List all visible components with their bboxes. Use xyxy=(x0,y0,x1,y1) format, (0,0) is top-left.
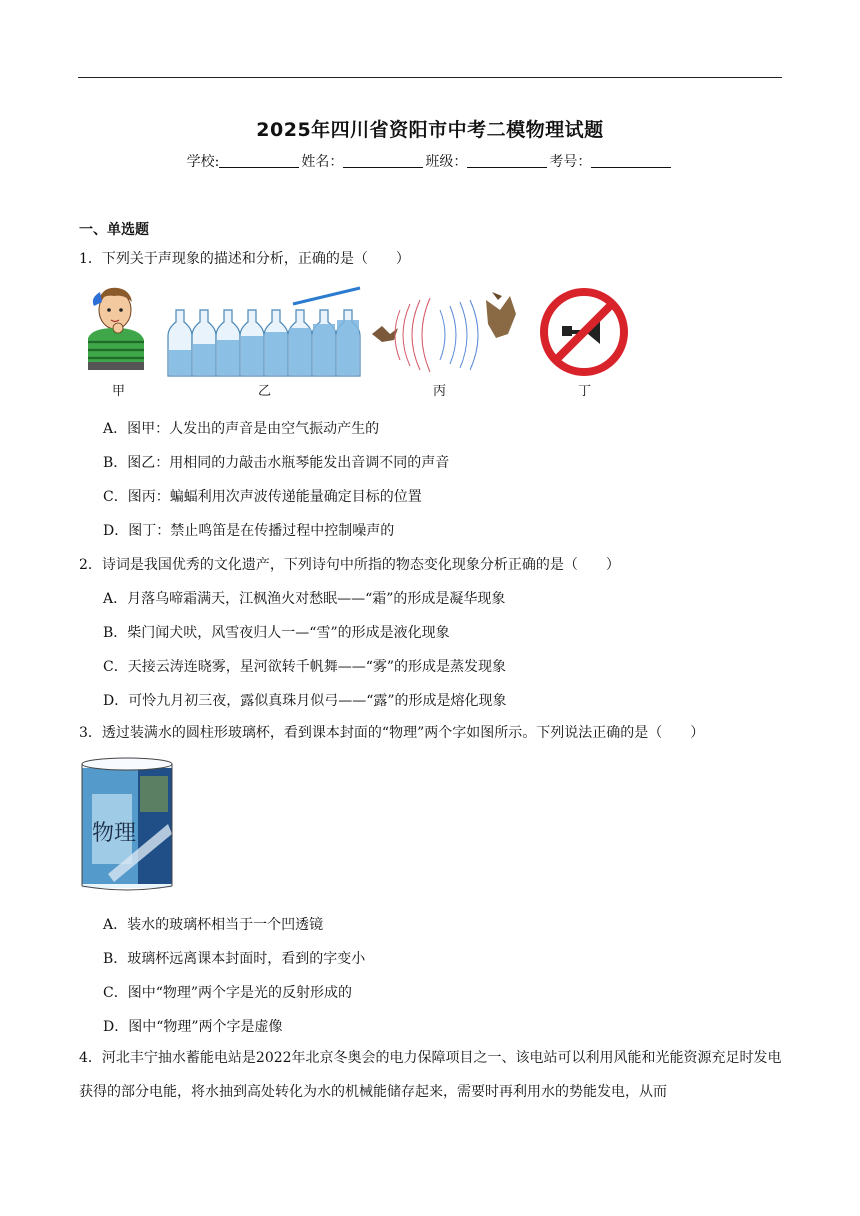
q1-option-d[interactable]: D．图丁：禁止鸣笛是在传播过程中控制噪声的 xyxy=(103,523,395,539)
q2-option-c[interactable]: C．天接云涛连晓雾，星河欲转千帆舞——“雾”的形成是蒸发现象 xyxy=(103,659,507,675)
q1-option-a[interactable]: A．图甲：人发出的声音是由空气振动产生的 xyxy=(103,421,380,437)
page-title: 2025年四川省资阳市中考二模物理试题 xyxy=(256,119,604,141)
caption-ding: 丁 xyxy=(578,384,592,399)
q2-stem: 2．诗词是我国优秀的文化遗产，下列诗句中所指的物态变化现象分析正确的是（ ） xyxy=(79,557,620,573)
q1-option-b[interactable]: B．图乙：用相同的力敲击水瓶琴能发出音调不同的声音 xyxy=(103,455,450,471)
q2-option-a[interactable]: A．月落乌啼霜满天，江枫渔火对愁眠——“霜”的形成是凝华现象 xyxy=(103,591,506,607)
q1-stem: 1．下列关于声现象的描述和分析，正确的是（ ） xyxy=(79,251,410,267)
q1-option-c[interactable]: C．图丙：蝙蝠利用次声波传递能量确定目标的位置 xyxy=(103,489,422,505)
q2-option-b[interactable]: B．柴门闻犬吠，风雪夜归人一—“雪”的形成是液化现象 xyxy=(103,625,450,641)
number-blank[interactable] xyxy=(591,153,671,168)
school-label: 学校: xyxy=(186,154,220,170)
q3-glass-figure xyxy=(78,754,178,894)
caption-jia: 甲 xyxy=(112,384,126,399)
section-heading: 一、单选题 xyxy=(79,222,149,238)
water-bottles-illustration xyxy=(168,288,360,376)
number-label: 考号： xyxy=(549,154,592,170)
q3-option-d[interactable]: D．图中“物理”两个字是虚像 xyxy=(103,1019,283,1035)
caption-bing: 丙 xyxy=(433,384,447,399)
q4-stem: 4．河北丰宁抽水蓄能电站是2022年北京冬奥会的电力保障项目之一、该电站可以利用风能和光能资源充足时发电获得的部分电能，将水抽到高处转化为水的机械能储存起来，需要时再利用水的势能发电，从而 xyxy=(79,1050,782,1100)
name-blank[interactable] xyxy=(343,153,423,168)
boy-illustration xyxy=(88,288,144,370)
student-info-line xyxy=(0,151,860,171)
reversed-text: 物理 xyxy=(92,821,137,846)
class-blank[interactable] xyxy=(467,153,547,168)
q3-option-c[interactable]: C．图中“物理”两个字是光的反射形成的 xyxy=(103,985,353,1001)
q3-option-b[interactable]: B．玻璃杯远离课本封面时，看到的字变小 xyxy=(103,951,366,967)
q3-option-a[interactable]: A．装水的玻璃杯相当于一个凹透镜 xyxy=(103,917,324,933)
no-horn-sign-icon xyxy=(544,292,624,372)
bats-illustration xyxy=(372,292,516,372)
caption-yi: 乙 xyxy=(258,384,272,399)
name-label: 姓名： xyxy=(301,154,344,170)
q1-figure xyxy=(78,280,638,399)
school-blank[interactable] xyxy=(219,153,299,168)
q3-stem: 3．透过装满水的圆柱形玻璃杯，看到课本封面的“物理”两个字如图所示。下列说法正确的是（ ） xyxy=(79,725,705,741)
class-label: 班级： xyxy=(425,154,468,170)
q2-option-d[interactable]: D．可怜九月初三夜，露似真珠月似弓——“露”的形成是熔化现象 xyxy=(103,693,507,709)
header-rule xyxy=(78,77,782,78)
